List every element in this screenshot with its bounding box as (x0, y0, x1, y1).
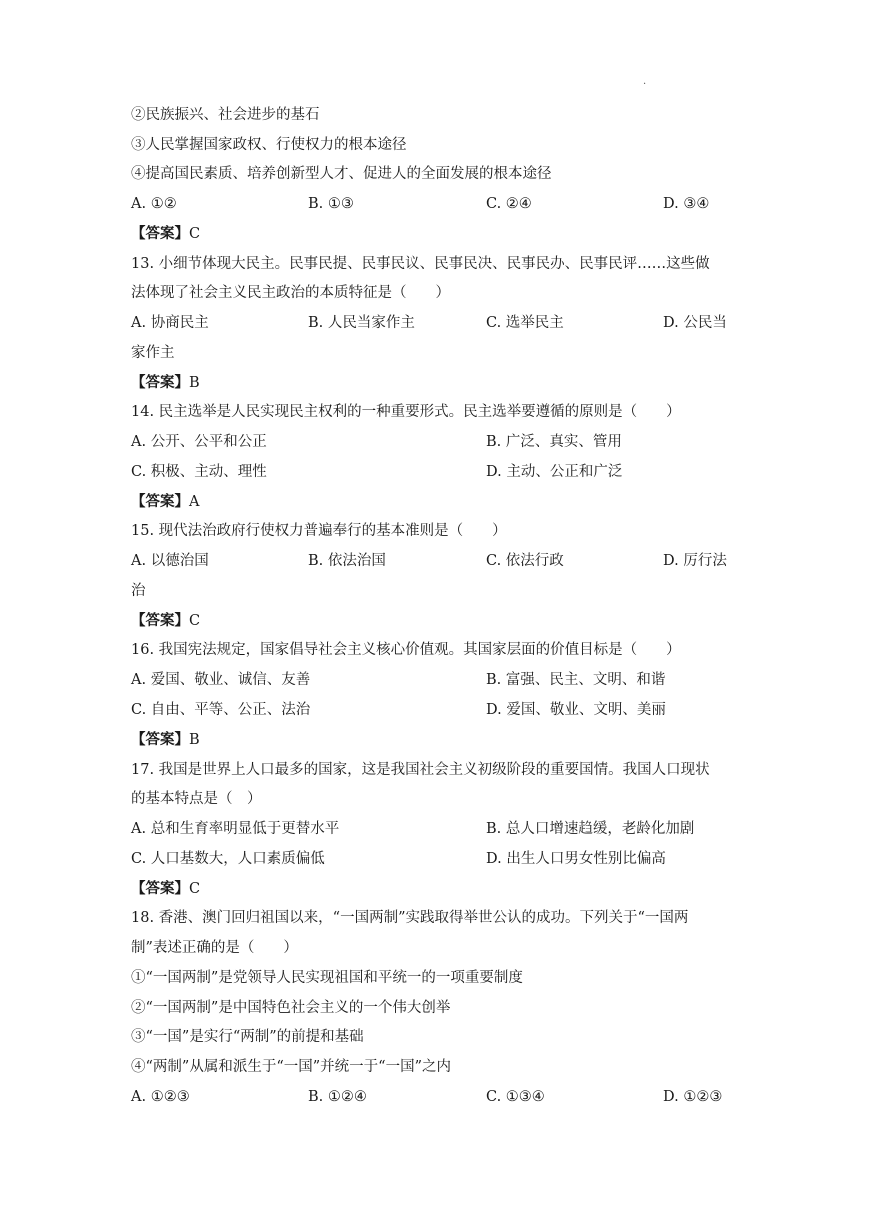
q17-option-c: C. 人口基数大，人口素质偏低 (131, 851, 325, 867)
q17-answer (131, 879, 741, 899)
page-dot: . (643, 76, 647, 87)
q15-option-c: C. 依法行政 (486, 553, 564, 569)
q16-option-d: D. 爱国、敬业、文明、美丽 (486, 702, 666, 718)
q12-options (131, 194, 741, 214)
q18-item-2: ②“一国两制”是中国特色社会主义的一个伟大创举 (131, 1000, 451, 1016)
q13-stem-line2: 法体现了社会主义民主政治的本质特征是（ ） (131, 285, 450, 301)
q12-item-4: ④提高国民素质、培养创新型人才、促进人的全面发展的根本途径 (131, 166, 552, 182)
q17-stem-line1: 17. 我国是世界上人口最多的国家，这是我国社会主义初级阶段的重要国情。我国人口现状 (131, 762, 710, 778)
answer-label: 【答案】 (131, 374, 189, 391)
q18-option-d: D. ①②③ (663, 1089, 723, 1105)
q14-answer (131, 492, 741, 512)
q13-options (131, 313, 741, 333)
q13-option-d: D. 公民当 (663, 315, 727, 331)
q12-option-b: B. ①③ (308, 196, 354, 212)
q18-stem-line2: 制”表述正确的是（ ） (131, 940, 298, 956)
answer-value: C (189, 613, 201, 629)
q17-option-a: A. 总和生育率明显低于更替水平 (131, 821, 340, 837)
answer-value: C (189, 881, 201, 897)
q18-option-a: A. ①②③ (131, 1089, 190, 1105)
q16-answer (131, 730, 741, 750)
q17-option-d: D. 出生人口男女性别比偏高 (486, 851, 666, 867)
answer-label: 【答案】 (131, 880, 189, 897)
q12-option-a: A. ①② (131, 196, 177, 212)
q14-option-b: B. 广泛、真实、管用 (486, 434, 622, 450)
q12-option-c: C. ②④ (486, 196, 532, 212)
q16-option-c: C. 自由、平等、公正、法治 (131, 702, 311, 718)
q12-item-3: ③人民掌握国家政权、行使权力的根本途径 (131, 137, 407, 153)
q18-item-4: ④“两制”从属和派生于“一国”并统一于“一国”之内 (131, 1059, 451, 1075)
answer-label: 【答案】 (131, 612, 189, 629)
q18-option-c: C. ①③④ (486, 1089, 545, 1105)
q15-options (131, 551, 741, 571)
q18-option-b: B. ①②④ (308, 1089, 367, 1105)
q15-option-d: D. 厉行法 (663, 553, 727, 569)
q14-option-a: A. 公开、公平和公正 (131, 434, 267, 450)
answer-value: B (189, 732, 200, 748)
q18-item-3: ③“一国”是实行“两制”的前提和基础 (131, 1029, 364, 1045)
answer-label: 【答案】 (131, 493, 189, 510)
q18-item-1: ①“一国两制”是党领导人民实现祖国和平统一的一项重要制度 (131, 970, 523, 986)
q18-stem-line1: 18. 香港、澳门回归祖国以来，“一国两制”实践取得举世公认的成功。下列关于“一国两 (131, 910, 689, 926)
q16-options-row2 (131, 700, 741, 720)
q14-stem: 14. 民主选举是人民实现民主权利的一种重要形式。民主选举要遵循的原则是（ ） (131, 404, 681, 420)
q16-options-row1 (131, 670, 741, 690)
q17-stem-line2: 的基本特点是（ ） (131, 791, 262, 807)
q15-option-a: A. 以德治国 (131, 553, 209, 569)
answer-value: A (189, 494, 200, 510)
q16-stem: 16. 我国宪法规定，国家倡导社会主义核心价值观。其国家层面的价值目标是（ ） (131, 642, 681, 658)
q12-option-d: D. ③④ (663, 196, 710, 212)
q18-options (131, 1087, 741, 1107)
q15-option-b: B. 依法治国 (308, 553, 386, 569)
q13-option-c: C. 选举民主 (486, 315, 564, 331)
q15-answer (131, 611, 741, 631)
answer-value: C (189, 226, 201, 242)
q13-option-wrap: 家作主 (131, 345, 175, 361)
answer-label: 【答案】 (131, 731, 189, 748)
answer-label: 【答案】 (131, 225, 189, 242)
q14-option-c: C. 积极、主动、理性 (131, 464, 267, 480)
q12-answer (131, 224, 741, 244)
q13-stem-line1: 13. 小细节体现大民主。民事民提、民事民议、民事民决、民事民办、民事民评……这些做 (131, 256, 710, 272)
q13-option-a: A. 协商民主 (131, 315, 209, 331)
q15-stem: 15. 现代法治政府行使权力普遍奉行的基本准则是（ ） (131, 523, 507, 539)
q13-answer (131, 373, 741, 393)
q16-option-a: A. 爱国、敬业、诚信、友善 (131, 672, 311, 688)
q17-options-row2 (131, 849, 741, 869)
q17-options-row1 (131, 819, 741, 839)
q17-option-b: B. 总人口增速趋缓，老龄化加剧 (486, 821, 695, 837)
q12-item-2: ②民族振兴、社会进步的基石 (131, 107, 320, 123)
q15-option-wrap: 治 (131, 583, 146, 599)
q13-option-b: B. 人民当家作主 (308, 315, 415, 331)
q14-options-row2 (131, 462, 741, 482)
q14-option-d: D. 主动、公正和广泛 (486, 464, 623, 480)
answer-value: B (189, 375, 200, 391)
q14-options-row1 (131, 432, 741, 452)
q16-option-b: B. 富强、民主、文明、和谐 (486, 672, 666, 688)
